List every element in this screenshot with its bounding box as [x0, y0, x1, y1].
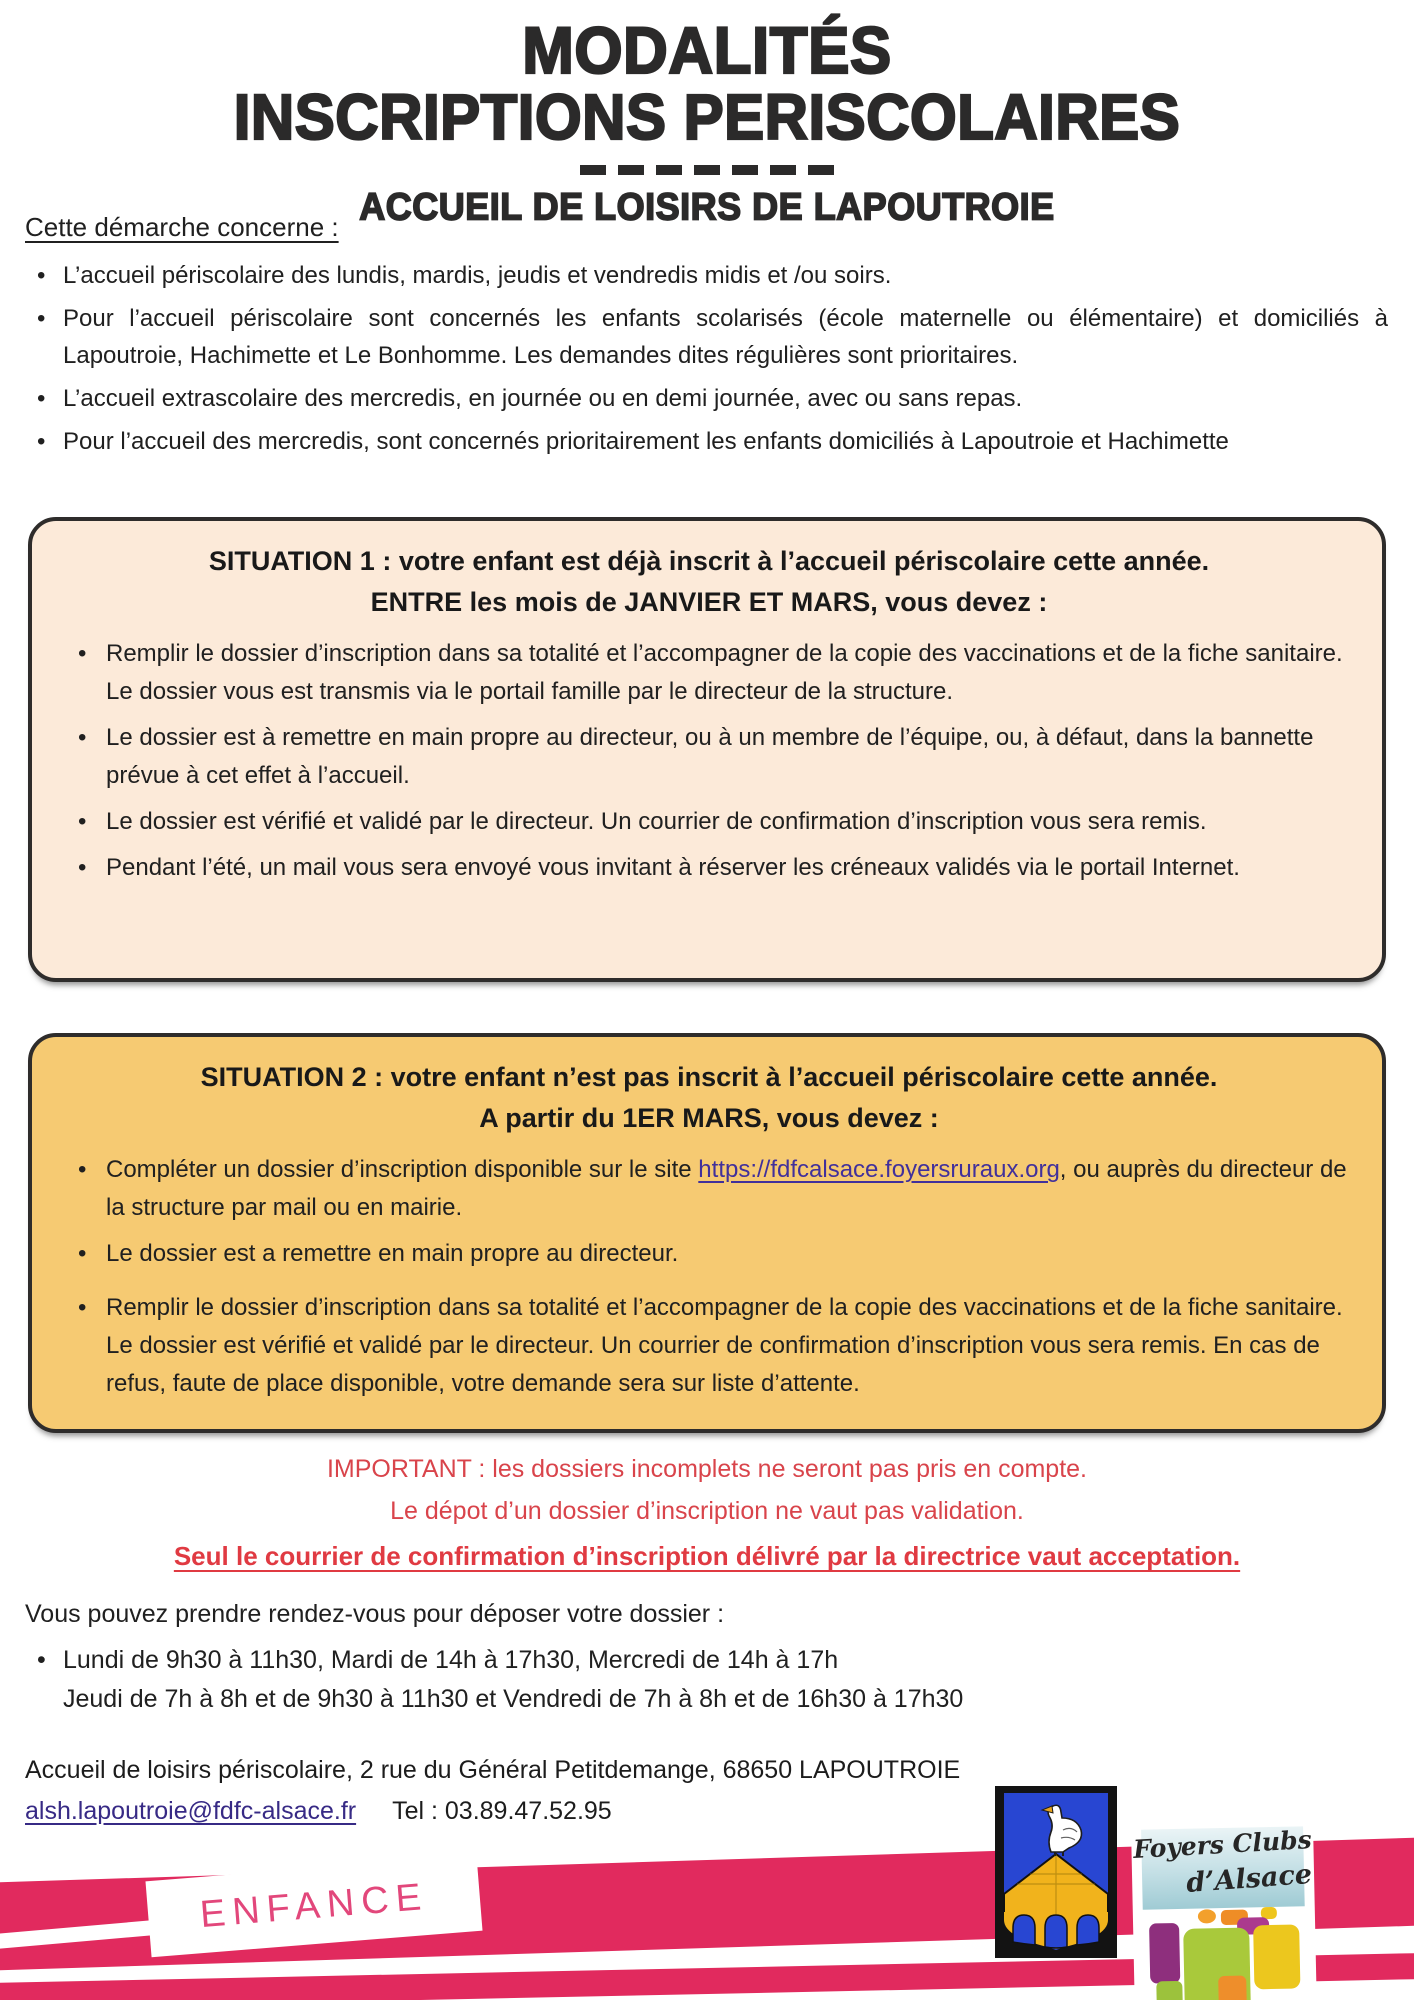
- situation1-box: [28, 517, 1386, 982]
- list-item-text: Compléter un dossier d’inscription disponible sur le site: [106, 1156, 699, 1183]
- list-item: • Pour l’accueil des mercredis, sont concernés prioritairement les enfants domiciliés à Lapoutroie et Hachimette: [25, 423, 1388, 460]
- important-notice: [0, 1448, 1414, 1577]
- email-link[interactable]: alsh.lapoutroie@fdfc-alsace.fr: [25, 1797, 357, 1825]
- important-line1: IMPORTANT : les dossiers incomplets ne seront pas pris en compte.: [326, 1455, 1088, 1483]
- coat-of-arms-graphic: [995, 1786, 1117, 1958]
- situation1-title-line1: SITUATION 1 : votre enfant est déjà inscrit à l’accueil périscolaire cette année.: [208, 546, 1210, 576]
- list-item-text: , ou auprès du directeur de la structure par mail ou en mairie.: [106, 1156, 1347, 1221]
- situation2-box: [28, 1033, 1386, 1433]
- dash: [618, 165, 644, 175]
- appointments-section: [25, 1600, 1384, 1719]
- list-item: • Remplir le dossier d’inscription dans sa totalité et l’accompagner de la copie des vaccinations et de la fiche sanitaire. Le dossier est vérifié et validé par le directeur. Un courrier de confirmation d’inscription vous sera remis. En cas de refus, faute de place disponible, votre demande sera sur liste d’attente.: [64, 1289, 1354, 1403]
- dash: [732, 165, 758, 175]
- situation1-title-line2: ENTRE les mois de JANVIER ET MARS, vous devez :: [370, 587, 1048, 617]
- title-divider: [0, 162, 1414, 180]
- registration-site-link[interactable]: https://fdfcalsace.foyersruraux.org: [698, 1156, 1060, 1183]
- appointments-list: [25, 1641, 1384, 1680]
- list-item: • L’accueil extrascolaire des mercredis, en journée ou en demi journée, avec ou sans repas.: [25, 380, 1388, 417]
- contact-address: Accueil de loisirs périscolaire, 2 rue du Général Petitdemange, 68650 LAPOUTROIE: [25, 1756, 961, 1784]
- intro-section: [25, 212, 1388, 466]
- list-item: • L’accueil périscolaire des lundis, mardis, jeudis et vendredis midis et /ou soirs.: [25, 257, 1388, 294]
- situation2-title-line1: SITUATION 2 : votre enfant n’est pas inscrit à l’accueil périscolaire cette année.: [200, 1062, 1218, 1092]
- important-line3: Seul le courrier de confirmation d’inscription délivré par la directrice vaut acceptation.: [173, 1541, 1241, 1571]
- list-item: • Le dossier est vérifié et validé par le directeur. Un courrier de confirmation d’inscription vous sera remis.: [64, 803, 1354, 841]
- page-title-line1: MODALITÉS: [522, 14, 892, 89]
- appointments-line2: Jeudi de 7h à 8h et de 9h30 à 11h30 et Vendredi de 7h à 8h et de 16h30 à 17h30: [63, 1685, 964, 1713]
- appointments-heading: Vous pouvez prendre rendez-vous pour déposer votre dossier :: [25, 1600, 725, 1628]
- enfance-label: ENFANCE: [198, 1875, 430, 1936]
- situation2-title-line2: A partir du 1ER MARS, vous devez :: [479, 1103, 939, 1133]
- page-title-line2: INSCRIPTIONS PERISCOLAIRES: [233, 82, 1181, 154]
- dash: [580, 165, 606, 175]
- foyers-logo-text-line1: Foyers Clubs: [1132, 1825, 1313, 1864]
- situation1-list: [64, 635, 1354, 887]
- list-item: • Remplir le dossier d’inscription dans sa totalité et l’accompagner de la copie des vaccinations et de la fiche sanitaire. Le dossier vous est transmis via le portail famille par le directeur de la structure.: [64, 635, 1354, 711]
- important-line2: Le dépot d’un dossier d’inscription ne vaut pas validation.: [390, 1497, 1024, 1525]
- dash: [770, 165, 796, 175]
- list-item: • Pour l’accueil périscolaire sont concernés les enfants scolarisés (école maternelle ou élémentaire) et domiciliés à Lapoutroie, Hachimette et Le Bonhomme. Les demandes dites régulières sont prioritaires.: [25, 300, 1388, 374]
- list-item: • Lundi de 9h30 à 11h30, Mardi de 14h à 17h30, Mercredi de 14h à 17h: [25, 1641, 1384, 1680]
- dash: [808, 165, 834, 175]
- phone-number: Tel : 03.89.47.52.95: [392, 1797, 612, 1825]
- dash: [656, 165, 682, 175]
- foyers-logo-text-line2: d’Alsace: [1185, 1858, 1314, 1900]
- dash: [694, 165, 720, 175]
- list-item: [64, 1151, 1354, 1227]
- list-item: • Pendant l’été, un mail vous sera envoyé vous invitant à réserver les créneaux validés via le portail Internet.: [64, 849, 1354, 887]
- foyers-logo-graphic: [1141, 1904, 1309, 2000]
- intro-list: [25, 257, 1388, 460]
- list-item: • Le dossier est a remettre en main propre au directeur.: [64, 1235, 1354, 1273]
- document-header: [0, 14, 1414, 229]
- intro-heading: Cette démarche concerne :: [25, 212, 339, 242]
- page-subtitle: ACCUEIL DE LOISIRS DE LAPOUTROIE: [359, 185, 1055, 229]
- list-item: • Le dossier est à remettre en main propre au directeur, ou à un membre de l’équipe, ou, à défaut, dans la bannette prévue à cet effet à l’accueil.: [64, 719, 1354, 795]
- lapoutroie-coat-of-arms-logo: [995, 1786, 1117, 1958]
- foyers-clubs-alsace-logo: [1131, 1816, 1317, 2000]
- situation2-title: [64, 1057, 1354, 1139]
- situation2-list: [64, 1151, 1354, 1403]
- situation1-title: [64, 541, 1354, 623]
